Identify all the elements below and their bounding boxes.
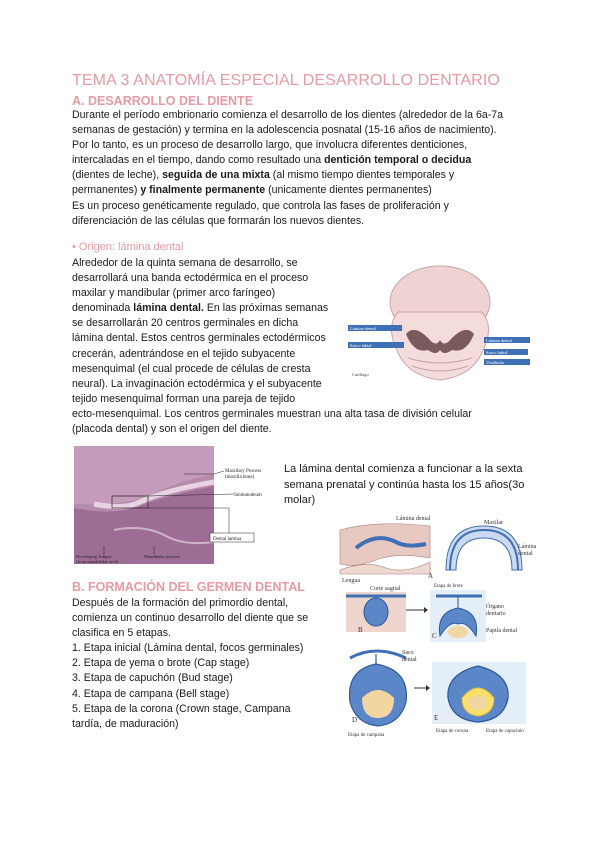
label: Órgano xyxy=(486,604,504,610)
label: B xyxy=(358,626,363,634)
label: Saco xyxy=(402,650,414,656)
text-line: Es un proceso genéticamente regulado, que controla las fases de proliferación y xyxy=(72,199,449,212)
text-line: 4. Etapa de campana (Bell stage) xyxy=(72,687,230,700)
origen-bullet: • Origen: lámina dental xyxy=(72,241,184,253)
text-line: 2. Etapa de yema o brote (Cap stage) xyxy=(72,657,250,670)
label: (from mandibular arch) xyxy=(76,559,119,564)
label: Maxilar xyxy=(484,520,503,526)
text-line: 5. Etapa de la corona (Crown stage, Campana xyxy=(72,702,291,715)
embryo-palate-illustration xyxy=(346,264,532,384)
text-line: semanas de gestación) y termina en la adolescencia posnatal (15-16 años de nacimiento). xyxy=(72,124,497,137)
text-line: tejido mesenquimal forman una pareja de tejido xyxy=(72,392,296,405)
label: Lámina xyxy=(518,544,537,550)
label: Stomatodeum xyxy=(234,493,262,498)
label: Lámina dental xyxy=(486,338,512,343)
label: C xyxy=(432,632,437,640)
label: Etapa de corona xyxy=(436,729,469,734)
text-line: comienza un continuo desarrollo del diente que se xyxy=(72,612,309,625)
text-line: Durante el período embrionario comienza el desarrollo de los dientes (alrededor de la 6a-7a xyxy=(72,109,504,121)
label: dental xyxy=(518,551,533,557)
label: Lámina dental xyxy=(396,516,431,522)
label: D xyxy=(352,716,358,724)
label: (maxilla bone) xyxy=(225,475,255,480)
text-line: 3. Etapa de capuchón (Bud stage) xyxy=(72,672,233,685)
label: dental xyxy=(402,657,417,663)
label: Surco labial xyxy=(350,343,372,348)
section-a-heading: A. DESARROLLO DEL DIENTE xyxy=(72,94,254,108)
section-b-paragraph xyxy=(72,596,308,732)
label: Lengua xyxy=(342,578,360,584)
text-line: ecto-mesenquimal. Los centros germinales muestran una alta tasa de división celular xyxy=(72,407,472,420)
tooth-germ-stages-illustration xyxy=(336,512,538,738)
label: Etapa de capuchón xyxy=(486,729,524,734)
label: Dental lamina xyxy=(213,537,242,542)
text-line: maxilar y mandibular (primer arco faríngeo) xyxy=(72,287,276,300)
label: dentario xyxy=(486,611,506,617)
text-line: diferenciación de las células que formarán los nuevos dientes. xyxy=(72,214,365,227)
label: Mandibular process xyxy=(144,554,180,559)
section-a-paragraph xyxy=(72,108,503,229)
label: Cartílago xyxy=(352,372,369,377)
text-line: Alrededor de la quinta semana de desarrollo, se xyxy=(72,257,298,269)
label: E xyxy=(434,714,439,722)
text-line: permanentes) y finalmente permanente (unicamente dientes permanentes) xyxy=(72,184,432,197)
text-line: mesenquimal (el cual procede de células de cresta xyxy=(72,362,311,375)
text-line: tardía, de maduración) xyxy=(72,717,179,730)
text-line: La lámina dental comienza a funcionar a la sexta xyxy=(284,463,523,475)
text-line: Por lo tanto, es un proceso de desarrollo largo, que involucra diferentes denticiones, xyxy=(72,139,468,152)
label: Etapa de brote xyxy=(434,584,463,589)
text-line: 1. Etapa inicial (Lámina dental, focos germinales) xyxy=(72,642,304,655)
text-line: molar) xyxy=(284,494,316,506)
label: Vestibular xyxy=(486,360,505,365)
text-line: lámina dental. Estos centros germinales ectodérmicos xyxy=(72,332,326,345)
text-line: (placoda dental) y son el origen del diente. xyxy=(72,423,272,436)
text-line: clasifica en 5 etapas. xyxy=(72,627,171,640)
label: A xyxy=(428,572,434,580)
label: Lámina dental xyxy=(350,326,376,331)
lamina-duration-text xyxy=(284,462,524,509)
text-line: Después de la formación del primordio dental, xyxy=(72,597,289,609)
text-line: intercaladas en el tiempo, dando como resultado una dentición temporal o decidua xyxy=(72,154,472,167)
label: Surco labial xyxy=(486,350,508,355)
label: Corte sagital xyxy=(370,586,401,592)
text-line: crecerán, adentrándose en el tejido subyacente xyxy=(72,347,296,360)
text-line: neural). La invaginación ectodérmica y el subyacente xyxy=(72,377,322,390)
label: Developing Tongue xyxy=(76,554,112,559)
label: Papila dental xyxy=(486,628,518,634)
page-title: TEMA 3 ANATOMÍA ESPECIAL DESARROLLO DENTARIO xyxy=(72,72,500,89)
histology-dental-lamina-image xyxy=(74,446,280,564)
text-line: semana prenatal y continúa hasta los 15 años(3o xyxy=(284,478,525,491)
section-b-heading: B. FORMACIÓN DEL GERMEN DENTAL xyxy=(72,580,305,594)
text-line: denominada lámina dental. En las próximas semanas xyxy=(72,302,329,315)
label: Maxillary Process xyxy=(225,469,262,474)
label: Etapa de campana xyxy=(348,733,385,738)
text-line: (dientes de leche), seguida de una mixta (al mismo tiempo dientes temporales y xyxy=(72,169,455,182)
text-line: desarrollará una banda ectodérmica en el proceso xyxy=(72,272,309,285)
text-line: se desarrollarán 20 centros germinales en dicha xyxy=(72,317,299,330)
